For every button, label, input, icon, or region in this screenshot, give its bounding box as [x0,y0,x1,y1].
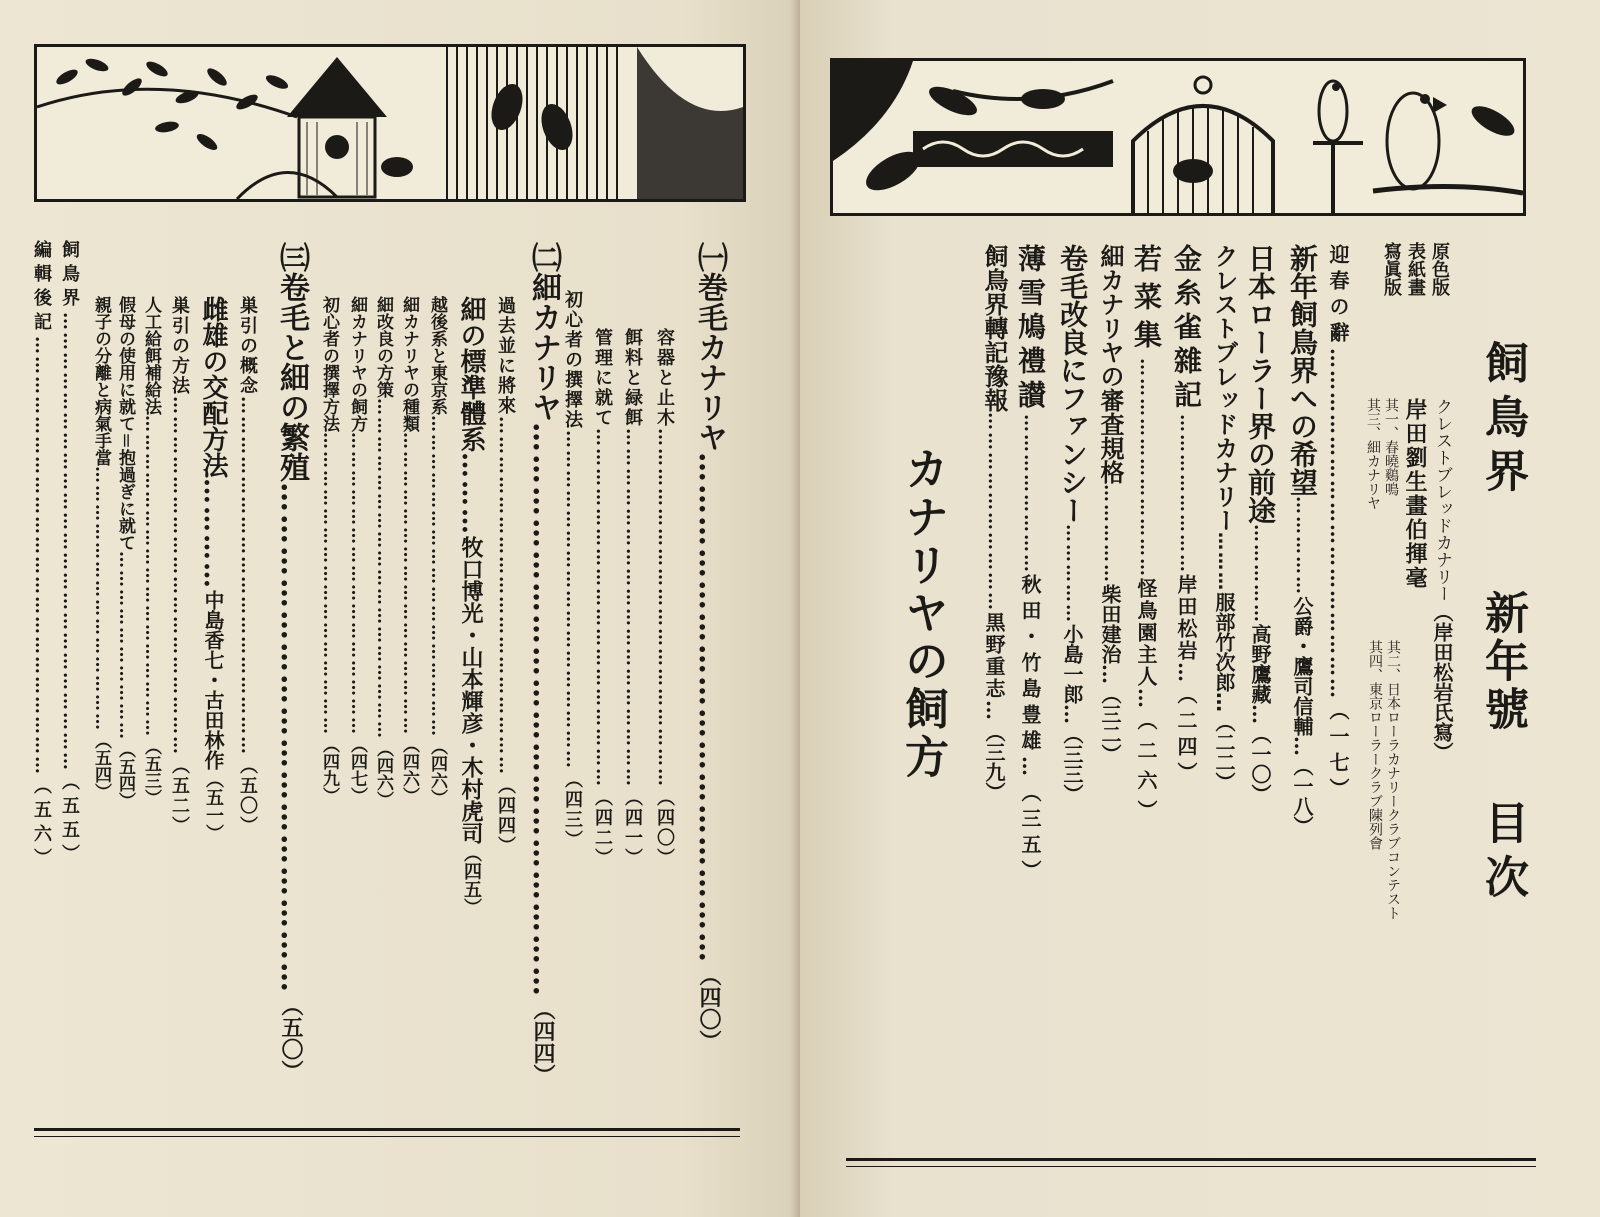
toc-item[interactable]: 管理に就て………………………………………………（四二） [592,328,613,868]
toc-item[interactable]: 細カナリヤの飼方…………………………………………（四七） [347,296,367,804]
toc-item[interactable]: 假母の使用に就て＝抱過ぎに就て…………………………（五四） [115,296,135,809]
toc-item[interactable]: 初心者の撰擇方法…………………………………………（四九） [319,296,339,804]
footer-rule-left-thin [34,1136,740,1137]
issue-title: 新年號 [1477,590,1528,734]
section-heading-1: ㈠巻毛カナリヤ…………………………………………（四〇） [692,242,727,1052]
toc-entry[interactable]: 金糸雀雜記……………………岸田松岩…（二四） [1170,244,1203,788]
credit-label-photo: 寫眞版 [1381,242,1402,296]
credit-cover-value: 岸田劉生畫伯揮毫 [1402,398,1428,590]
section-heading-2: ㈡細カナリヤ………………………………………………（四四） [526,242,561,1086]
credit-photo-4: 其四、東京ローラークラブ陳列會 [1367,640,1383,850]
footer-rule-right [846,1158,1536,1161]
credit-color-value: クレストブレッドカナリー（岸田松岩氏寫） [1430,398,1454,762]
contents-title: 目次 [1477,800,1528,908]
credit-photo-3: 其三、細カナリヤ [1365,398,1381,510]
toc-entry[interactable]: 飼鳥界轉記豫報…………………………黒野重志…（三九） [980,244,1009,802]
toc-entry[interactable]: クレストブレッドカナリー………服部竹次郎…（二二） [1210,244,1238,792]
toc-entry[interactable]: 日本ローラー界の前途……………高野鷹藏…（一〇） [1244,244,1277,804]
toc-entry[interactable]: 薄雪鳩禮讃……………………秋田・竹島豊雄…（三五） [1014,244,1047,886]
toc-item[interactable]: 編輯後記…………………………………………………………（五六） [31,240,52,872]
credit-label-cover: 表紙畫 [1405,242,1426,296]
toc-item[interactable]: 容器と止木………………………………………………（四〇） [654,328,675,868]
toc-entry[interactable]: 迎春の辭…………………………………………（一七） [1326,244,1350,804]
toc-item[interactable]: 飼鳥界……………………………………………………………（五五） [59,240,80,868]
toc-item[interactable]: 初心者の撰擇法……………………………………………（四三） [562,290,583,850]
footer-rule-left [34,1128,740,1131]
toc-item[interactable]: 餌料と緑餌………………………………………………（四一） [622,328,643,868]
toc-item[interactable]: 細の標準體系………牧口博光・山本輝彦・木村虎司（四五） [456,296,486,916]
right-page [800,0,1600,1217]
credit-label-color: 原色版 [1429,242,1450,296]
toc-entry[interactable]: 卷毛改良にファンシー……………小島一郎…（三三） [1056,244,1089,804]
toc-entry[interactable]: 新年飼鳥界への希望……………公爵・鷹司信輔…（一八） [1286,244,1319,836]
toc-item[interactable]: 雌雄の交配方法…………中島香七・古田林作（五一） [198,296,228,842]
credit-photo-2: 其二、日本ローラカナリークラブコンテスト [1385,640,1401,920]
feature-title[interactable]: カナリヤの飼方 [897,446,948,782]
footer-rule-right-thin [846,1166,1536,1167]
toc-item[interactable]: 細改良の方策………………………………………………（四六） [373,296,393,808]
toc-item[interactable]: 巣引の方法………………………………………………（五二） [169,296,190,836]
credit-photo-1: 其一、春曉鷄鳴 [1383,398,1399,496]
header-illustration-right [830,58,1526,216]
toc-item[interactable]: 細カナリヤの種類…………………………………………（四六） [399,296,419,804]
toc-item[interactable]: 過去並に將來………………………………………………（四四） [495,296,516,856]
toc-entry[interactable]: 若菜集……………………………怪鳥園主人…（二六） [1130,244,1163,830]
header-illustration-left [34,44,746,202]
section-heading-3: ㈢卷毛と細の繁殖…………………………………………（五〇） [274,242,309,1082]
toc-item[interactable]: 人工給餌補給法……………………………………………（五三） [141,296,161,806]
toc-item[interactable]: 越後系と東京系……………………………………………（四六） [427,296,447,806]
parrot-cage-illustration [833,61,1523,213]
magazine-title: 飼鳥界 [1477,340,1528,502]
toc-entry[interactable]: 細カナリヤの審査規格……………柴田建治…（三二） [1096,244,1125,764]
toc-item[interactable]: 巣引の概念………………………………………………（五〇） [237,296,258,836]
toc-item[interactable]: 親子の分離と病氣手當……………………………………（五四） [91,296,111,800]
birdhouse-illustration [37,47,743,199]
